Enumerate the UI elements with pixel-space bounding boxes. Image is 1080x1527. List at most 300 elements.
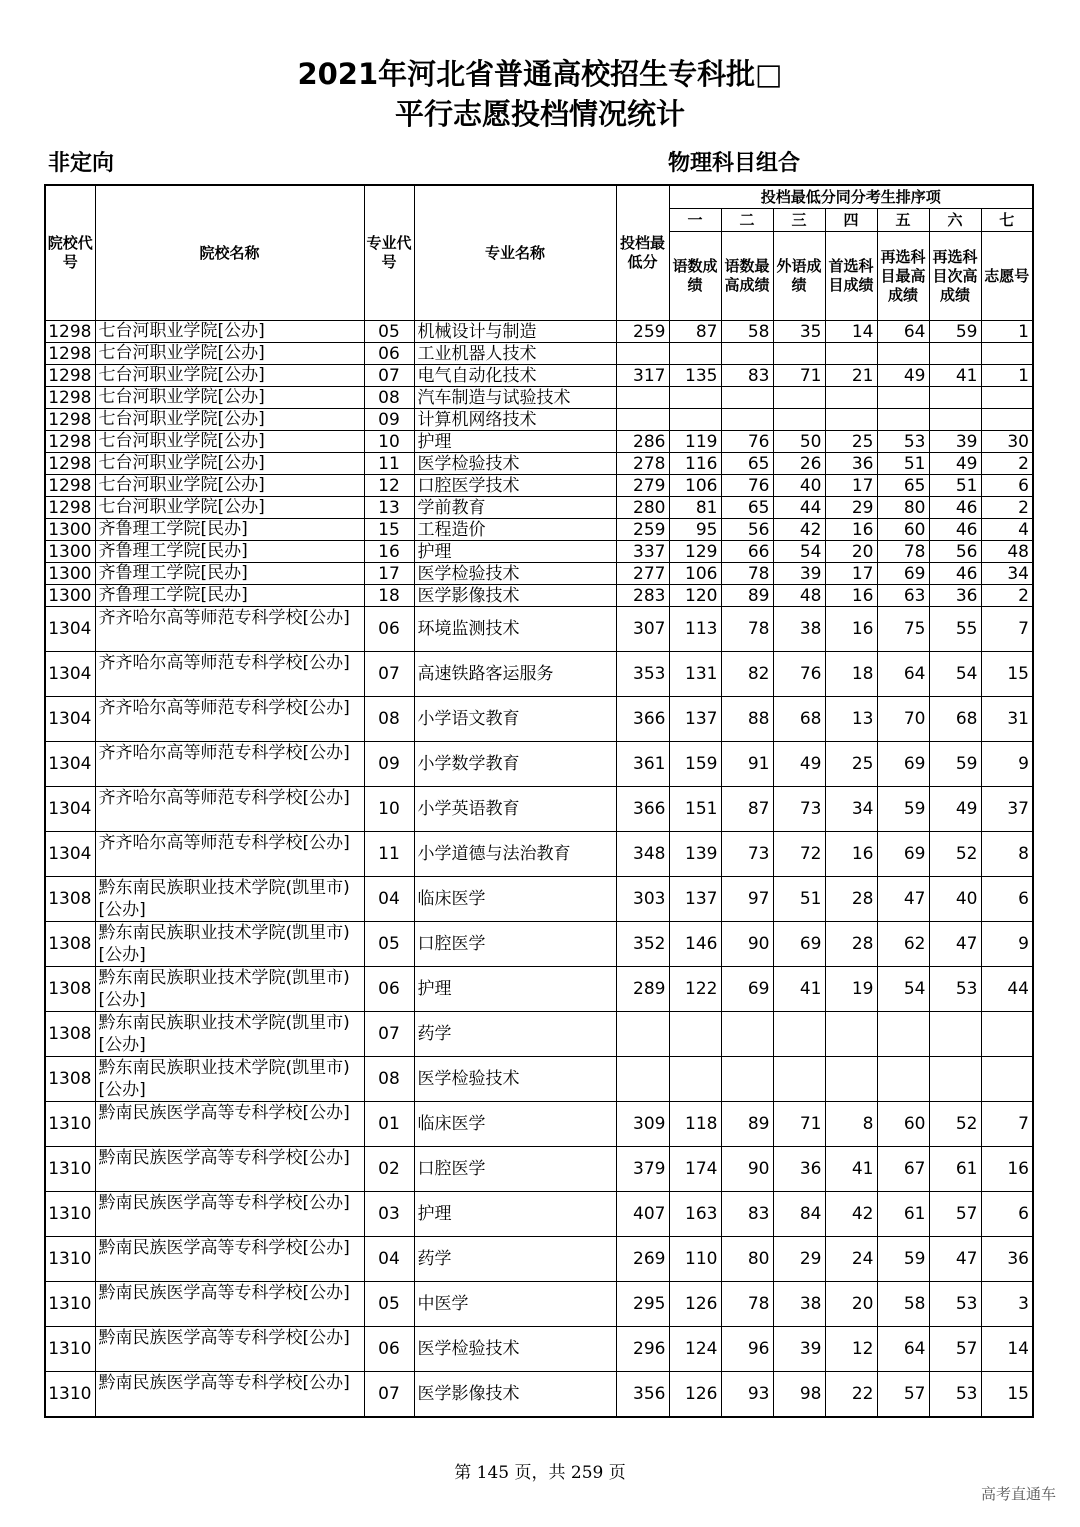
cell-order-7: 3 bbox=[981, 1282, 1033, 1327]
cell-order-3: 38 bbox=[773, 607, 825, 652]
cell-order-7: 7 bbox=[981, 607, 1033, 652]
table-row bbox=[45, 1237, 1033, 1282]
cell-major-name: 医学影像技术 bbox=[414, 585, 616, 607]
table-row bbox=[45, 877, 1033, 922]
cell-order-4: 18 bbox=[825, 652, 877, 697]
table-row bbox=[45, 453, 1033, 475]
cell-order-7: 2 bbox=[981, 585, 1033, 607]
cell-order-5: 67 bbox=[877, 1147, 929, 1192]
header-school-code: 院校代号 bbox=[45, 185, 95, 321]
cell-major-code: 05 bbox=[364, 1282, 414, 1327]
cell-order-6: 41 bbox=[929, 365, 981, 387]
cell-order-6: 57 bbox=[929, 1327, 981, 1372]
page-title-line1: 2021年河北省普通高校招生专科批□ bbox=[297, 57, 783, 91]
cell-school-code: 1300 bbox=[45, 585, 95, 607]
cell-order-5: 61 bbox=[877, 1192, 929, 1237]
cell-min-score: 379 bbox=[616, 1147, 669, 1192]
cell-min-score: 356 bbox=[616, 1372, 669, 1418]
cell-order-7: 16 bbox=[981, 1147, 1033, 1192]
cell-order-6: 56 bbox=[929, 541, 981, 563]
header-item-5: 再选科目最高成绩 bbox=[877, 232, 929, 321]
cell-order-2: 90 bbox=[721, 1147, 773, 1192]
table-row bbox=[45, 541, 1033, 563]
cell-major-code: 08 bbox=[364, 387, 414, 409]
cell-min-score: 289 bbox=[616, 967, 669, 1012]
cell-major-code: 07 bbox=[364, 365, 414, 387]
cell-order-2: 65 bbox=[721, 497, 773, 519]
cell-order-5: 69 bbox=[877, 832, 929, 877]
cell-order-4: 12 bbox=[825, 1327, 877, 1372]
cell-major-code: 01 bbox=[364, 1102, 414, 1147]
cell-order-3: 48 bbox=[773, 585, 825, 607]
table-row bbox=[45, 1012, 1033, 1057]
header-order-1: 一 bbox=[669, 209, 721, 232]
cell-min-score: 361 bbox=[616, 742, 669, 787]
table-row bbox=[45, 563, 1033, 585]
cell-order-3: 38 bbox=[773, 1282, 825, 1327]
cell-order-5: 70 bbox=[877, 697, 929, 742]
cell-min-score: 296 bbox=[616, 1327, 669, 1372]
cell-order-4: 41 bbox=[825, 1147, 877, 1192]
cell-order-6: 47 bbox=[929, 922, 981, 967]
cell-major-code: 12 bbox=[364, 475, 414, 497]
cell-order-4: 8 bbox=[825, 1102, 877, 1147]
header-order-5: 五 bbox=[877, 209, 929, 232]
cell-min-score bbox=[616, 387, 669, 409]
cell-order-6: 53 bbox=[929, 967, 981, 1012]
cell-school-name: 齐齐哈尔高等师范专科学校[公办] bbox=[95, 787, 364, 832]
cell-major-name: 护理 bbox=[414, 1192, 616, 1237]
cell-order-7: 34 bbox=[981, 563, 1033, 585]
cell-order-1: 137 bbox=[669, 877, 721, 922]
cell-order-6: 53 bbox=[929, 1372, 981, 1418]
cell-major-code: 04 bbox=[364, 877, 414, 922]
cell-order-3: 72 bbox=[773, 832, 825, 877]
cell-major-name: 小学数学教育 bbox=[414, 742, 616, 787]
cell-order-1: 106 bbox=[669, 563, 721, 585]
cell-school-code: 1304 bbox=[45, 652, 95, 697]
cell-school-code: 1310 bbox=[45, 1282, 95, 1327]
cell-order-6 bbox=[929, 343, 981, 365]
cell-major-code: 10 bbox=[364, 787, 414, 832]
cell-order-2: 80 bbox=[721, 1237, 773, 1282]
cell-school-name: 齐鲁理工学院[民办] bbox=[95, 519, 364, 541]
table-row bbox=[45, 365, 1033, 387]
cell-order-2: 82 bbox=[721, 652, 773, 697]
cell-order-7: 48 bbox=[981, 541, 1033, 563]
cell-major-name: 医学影像技术 bbox=[414, 1372, 616, 1418]
cell-min-score: 278 bbox=[616, 453, 669, 475]
cell-order-1: 151 bbox=[669, 787, 721, 832]
table-row bbox=[45, 1147, 1033, 1192]
cell-school-name: 齐齐哈尔高等师范专科学校[公办] bbox=[95, 832, 364, 877]
cell-school-name: 黔东南民族职业技术学院(凯里市)[公办] bbox=[95, 1012, 364, 1057]
cell-order-3: 42 bbox=[773, 519, 825, 541]
cell-school-code: 1298 bbox=[45, 321, 95, 343]
cell-major-name: 小学英语教育 bbox=[414, 787, 616, 832]
cell-school-code: 1308 bbox=[45, 967, 95, 1012]
cell-order-5: 69 bbox=[877, 563, 929, 585]
cell-school-code: 1304 bbox=[45, 607, 95, 652]
cell-order-6: 54 bbox=[929, 652, 981, 697]
cell-order-4: 25 bbox=[825, 431, 877, 453]
cell-school-name: 七台河职业学院[公办] bbox=[95, 321, 364, 343]
table-row bbox=[45, 585, 1033, 607]
cell-min-score: 295 bbox=[616, 1282, 669, 1327]
cell-order-4: 13 bbox=[825, 697, 877, 742]
cell-major-code: 09 bbox=[364, 409, 414, 431]
cell-order-7 bbox=[981, 1012, 1033, 1057]
cell-order-3: 40 bbox=[773, 475, 825, 497]
header-item-1: 语数成绩 bbox=[669, 232, 721, 321]
cell-order-2: 88 bbox=[721, 697, 773, 742]
cell-order-4 bbox=[825, 343, 877, 365]
cell-major-code: 18 bbox=[364, 585, 414, 607]
cell-school-code: 1298 bbox=[45, 387, 95, 409]
cell-order-6 bbox=[929, 387, 981, 409]
cell-order-3: 76 bbox=[773, 652, 825, 697]
cell-school-code: 1298 bbox=[45, 365, 95, 387]
cell-order-3: 71 bbox=[773, 1102, 825, 1147]
cell-order-5: 69 bbox=[877, 742, 929, 787]
cell-order-6: 61 bbox=[929, 1147, 981, 1192]
cell-order-5: 60 bbox=[877, 1102, 929, 1147]
cell-major-code: 07 bbox=[364, 652, 414, 697]
cell-order-1: 81 bbox=[669, 497, 721, 519]
cell-major-name: 医学检验技术 bbox=[414, 1057, 616, 1102]
cell-order-1 bbox=[669, 1012, 721, 1057]
cell-major-name: 医学检验技术 bbox=[414, 563, 616, 585]
cell-school-name: 齐齐哈尔高等师范专科学校[公办] bbox=[95, 652, 364, 697]
cell-min-score: 269 bbox=[616, 1237, 669, 1282]
cell-order-7: 1 bbox=[981, 365, 1033, 387]
cell-school-name: 齐鲁理工学院[民办] bbox=[95, 563, 364, 585]
cell-school-code: 1310 bbox=[45, 1372, 95, 1418]
cell-order-5 bbox=[877, 387, 929, 409]
cell-major-name: 机械设计与制造 bbox=[414, 321, 616, 343]
cell-school-name: 七台河职业学院[公办] bbox=[95, 431, 364, 453]
header-major-code: 专业代号 bbox=[364, 185, 414, 321]
cell-order-1: 129 bbox=[669, 541, 721, 563]
cell-order-6: 46 bbox=[929, 497, 981, 519]
cell-order-5: 54 bbox=[877, 967, 929, 1012]
cell-order-4: 19 bbox=[825, 967, 877, 1012]
cell-order-2: 90 bbox=[721, 922, 773, 967]
cell-order-4: 36 bbox=[825, 453, 877, 475]
cell-order-2: 73 bbox=[721, 832, 773, 877]
table-header bbox=[45, 185, 1033, 321]
header-major-name: 专业名称 bbox=[414, 185, 616, 321]
cell-order-7: 37 bbox=[981, 787, 1033, 832]
cell-order-3: 36 bbox=[773, 1147, 825, 1192]
cell-school-code: 1310 bbox=[45, 1327, 95, 1372]
cell-order-1: 135 bbox=[669, 365, 721, 387]
table-row bbox=[45, 607, 1033, 652]
cell-min-score: 277 bbox=[616, 563, 669, 585]
cell-school-code: 1308 bbox=[45, 1012, 95, 1057]
cell-order-7: 6 bbox=[981, 877, 1033, 922]
header-school-name: 院校名称 bbox=[95, 185, 364, 321]
cell-order-2: 83 bbox=[721, 1192, 773, 1237]
cell-order-5: 64 bbox=[877, 1327, 929, 1372]
cell-order-4: 16 bbox=[825, 585, 877, 607]
cell-order-2: 78 bbox=[721, 607, 773, 652]
cell-order-3: 44 bbox=[773, 497, 825, 519]
cell-order-4 bbox=[825, 387, 877, 409]
cell-min-score: 348 bbox=[616, 832, 669, 877]
cell-order-7: 14 bbox=[981, 1327, 1033, 1372]
cell-order-3: 50 bbox=[773, 431, 825, 453]
cell-order-6: 55 bbox=[929, 607, 981, 652]
cell-min-score: 353 bbox=[616, 652, 669, 697]
cell-major-code: 07 bbox=[364, 1372, 414, 1418]
cell-order-7: 1 bbox=[981, 321, 1033, 343]
cell-order-2: 83 bbox=[721, 365, 773, 387]
cell-order-6: 47 bbox=[929, 1237, 981, 1282]
cell-order-7: 6 bbox=[981, 1192, 1033, 1237]
table-row bbox=[45, 832, 1033, 877]
cell-order-6: 59 bbox=[929, 321, 981, 343]
table-row bbox=[45, 652, 1033, 697]
table-row bbox=[45, 519, 1033, 541]
cell-major-code: 06 bbox=[364, 343, 414, 365]
cell-order-6: 57 bbox=[929, 1192, 981, 1237]
cell-major-code: 08 bbox=[364, 697, 414, 742]
cell-order-4: 34 bbox=[825, 787, 877, 832]
cell-order-6 bbox=[929, 409, 981, 431]
cell-order-2: 69 bbox=[721, 967, 773, 1012]
cell-order-2 bbox=[721, 1057, 773, 1102]
cell-order-1 bbox=[669, 409, 721, 431]
table-row bbox=[45, 321, 1033, 343]
cell-major-code: 04 bbox=[364, 1237, 414, 1282]
cell-order-2: 91 bbox=[721, 742, 773, 787]
cell-order-1: 131 bbox=[669, 652, 721, 697]
cell-school-name: 黔南民族医学高等专科学校[公办] bbox=[95, 1282, 364, 1327]
cell-order-7: 2 bbox=[981, 453, 1033, 475]
cell-order-7: 4 bbox=[981, 519, 1033, 541]
cell-school-name: 七台河职业学院[公办] bbox=[95, 453, 364, 475]
cell-school-name: 齐齐哈尔高等师范专科学校[公办] bbox=[95, 607, 364, 652]
admission-table bbox=[44, 184, 1034, 1418]
cell-order-2: 78 bbox=[721, 1282, 773, 1327]
table-row bbox=[45, 1192, 1033, 1237]
cell-school-code: 1310 bbox=[45, 1147, 95, 1192]
cell-min-score: 307 bbox=[616, 607, 669, 652]
cell-school-name: 黔东南民族职业技术学院(凯里市)[公办] bbox=[95, 967, 364, 1012]
cell-school-code: 1310 bbox=[45, 1102, 95, 1147]
cell-order-5 bbox=[877, 343, 929, 365]
cell-major-code: 13 bbox=[364, 497, 414, 519]
cell-min-score: 280 bbox=[616, 497, 669, 519]
cell-order-1: 163 bbox=[669, 1192, 721, 1237]
cell-school-name: 黔南民族医学高等专科学校[公办] bbox=[95, 1147, 364, 1192]
cell-order-2: 96 bbox=[721, 1327, 773, 1372]
cell-school-name: 黔南民族医学高等专科学校[公办] bbox=[95, 1192, 364, 1237]
cell-major-code: 03 bbox=[364, 1192, 414, 1237]
cell-major-name: 中医学 bbox=[414, 1282, 616, 1327]
cell-order-3: 41 bbox=[773, 967, 825, 1012]
cell-order-7: 36 bbox=[981, 1237, 1033, 1282]
cell-order-3: 29 bbox=[773, 1237, 825, 1282]
cell-order-6: 52 bbox=[929, 1102, 981, 1147]
cell-major-code: 17 bbox=[364, 563, 414, 585]
cell-major-name: 药学 bbox=[414, 1237, 616, 1282]
header-order-6: 六 bbox=[929, 209, 981, 232]
cell-school-code: 1310 bbox=[45, 1192, 95, 1237]
cell-order-3: 73 bbox=[773, 787, 825, 832]
cell-order-5 bbox=[877, 1057, 929, 1102]
cell-major-name: 小学语文教育 bbox=[414, 697, 616, 742]
cell-school-code: 1308 bbox=[45, 877, 95, 922]
cell-school-code: 1300 bbox=[45, 519, 95, 541]
cell-school-code: 1298 bbox=[45, 431, 95, 453]
cell-order-2: 76 bbox=[721, 475, 773, 497]
cell-order-5: 49 bbox=[877, 365, 929, 387]
cell-major-code: 06 bbox=[364, 967, 414, 1012]
cell-school-code: 1298 bbox=[45, 497, 95, 519]
cell-major-name: 工业机器人技术 bbox=[414, 343, 616, 365]
table-row bbox=[45, 922, 1033, 967]
cell-order-3: 35 bbox=[773, 321, 825, 343]
cell-order-7: 30 bbox=[981, 431, 1033, 453]
cell-min-score: 366 bbox=[616, 787, 669, 832]
table-row bbox=[45, 497, 1033, 519]
cell-order-5: 53 bbox=[877, 431, 929, 453]
cell-major-name: 药学 bbox=[414, 1012, 616, 1057]
cell-order-3: 68 bbox=[773, 697, 825, 742]
cell-order-4: 20 bbox=[825, 1282, 877, 1327]
cell-order-2: 58 bbox=[721, 321, 773, 343]
header-item-6: 再选科目次高成绩 bbox=[929, 232, 981, 321]
cell-school-code: 1298 bbox=[45, 409, 95, 431]
cell-order-6: 40 bbox=[929, 877, 981, 922]
cell-order-6 bbox=[929, 1012, 981, 1057]
cell-school-name: 齐鲁理工学院[民办] bbox=[95, 585, 364, 607]
cell-major-name: 高速铁路客运服务 bbox=[414, 652, 616, 697]
cell-order-1: 87 bbox=[669, 321, 721, 343]
cell-order-4: 14 bbox=[825, 321, 877, 343]
cell-major-name: 临床医学 bbox=[414, 1102, 616, 1147]
cell-school-code: 1298 bbox=[45, 343, 95, 365]
cell-order-3 bbox=[773, 1012, 825, 1057]
cell-order-5: 59 bbox=[877, 787, 929, 832]
cell-order-6: 51 bbox=[929, 475, 981, 497]
cell-order-4 bbox=[825, 409, 877, 431]
cell-school-code: 1304 bbox=[45, 742, 95, 787]
cell-order-5: 58 bbox=[877, 1282, 929, 1327]
table-row bbox=[45, 787, 1033, 832]
cell-order-7: 2 bbox=[981, 497, 1033, 519]
cell-min-score: 366 bbox=[616, 697, 669, 742]
cell-order-4: 28 bbox=[825, 877, 877, 922]
cell-order-5: 80 bbox=[877, 497, 929, 519]
cell-school-name: 齐齐哈尔高等师范专科学校[公办] bbox=[95, 742, 364, 787]
header-min-score: 投档最低分 bbox=[616, 185, 669, 321]
cell-order-1 bbox=[669, 343, 721, 365]
cell-school-name: 七台河职业学院[公办] bbox=[95, 497, 364, 519]
cell-order-5 bbox=[877, 409, 929, 431]
cell-order-7 bbox=[981, 409, 1033, 431]
cell-school-name: 七台河职业学院[公办] bbox=[95, 409, 364, 431]
table-row bbox=[45, 742, 1033, 787]
cell-order-1: 174 bbox=[669, 1147, 721, 1192]
table-row bbox=[45, 431, 1033, 453]
table-row bbox=[45, 1372, 1033, 1418]
cell-order-7 bbox=[981, 1057, 1033, 1102]
cell-order-2: 89 bbox=[721, 585, 773, 607]
table-row bbox=[45, 1282, 1033, 1327]
cell-major-name: 临床医学 bbox=[414, 877, 616, 922]
cell-order-6: 39 bbox=[929, 431, 981, 453]
cell-school-code: 1298 bbox=[45, 453, 95, 475]
watermark: 高考直通车 bbox=[980, 1485, 1056, 1503]
cell-order-1: 146 bbox=[669, 922, 721, 967]
cell-order-3: 39 bbox=[773, 1327, 825, 1372]
cell-order-6: 68 bbox=[929, 697, 981, 742]
cell-order-3 bbox=[773, 387, 825, 409]
cell-major-code: 10 bbox=[364, 431, 414, 453]
cell-min-score bbox=[616, 409, 669, 431]
cell-order-2: 56 bbox=[721, 519, 773, 541]
table-row bbox=[45, 409, 1033, 431]
cell-min-score: 259 bbox=[616, 321, 669, 343]
header-item-7: 志愿号 bbox=[981, 232, 1033, 321]
cell-min-score: 317 bbox=[616, 365, 669, 387]
cell-major-name: 护理 bbox=[414, 967, 616, 1012]
cell-major-name: 医学检验技术 bbox=[414, 1327, 616, 1372]
cell-order-6: 52 bbox=[929, 832, 981, 877]
cell-order-5: 59 bbox=[877, 1237, 929, 1282]
cell-order-4: 16 bbox=[825, 607, 877, 652]
cell-major-code: 11 bbox=[364, 832, 414, 877]
cell-order-6: 59 bbox=[929, 742, 981, 787]
cell-major-code: 16 bbox=[364, 541, 414, 563]
header-tiebreak-group: 投档最低分同分考生排序项 bbox=[669, 185, 1033, 209]
cell-order-4: 24 bbox=[825, 1237, 877, 1282]
cell-order-1: 110 bbox=[669, 1237, 721, 1282]
cell-order-3: 71 bbox=[773, 365, 825, 387]
cell-school-name: 七台河职业学院[公办] bbox=[95, 475, 364, 497]
cell-order-3: 26 bbox=[773, 453, 825, 475]
cell-order-5: 62 bbox=[877, 922, 929, 967]
cell-school-name: 七台河职业学院[公办] bbox=[95, 387, 364, 409]
cell-major-name: 口腔医学技术 bbox=[414, 475, 616, 497]
cell-school-name: 齐齐哈尔高等师范专科学校[公办] bbox=[95, 697, 364, 742]
cell-order-3 bbox=[773, 409, 825, 431]
cell-major-code: 07 bbox=[364, 1012, 414, 1057]
cell-order-6: 53 bbox=[929, 1282, 981, 1327]
cell-min-score: 283 bbox=[616, 585, 669, 607]
header-order-4: 四 bbox=[825, 209, 877, 232]
category-label: 非定向 bbox=[48, 151, 115, 176]
table-row bbox=[45, 1057, 1033, 1102]
cell-order-4: 29 bbox=[825, 497, 877, 519]
cell-major-code: 06 bbox=[364, 1327, 414, 1372]
cell-order-5: 64 bbox=[877, 321, 929, 343]
page-title-line2: 平行志愿投档情况统计 bbox=[394, 97, 685, 131]
cell-min-score bbox=[616, 1057, 669, 1102]
cell-school-code: 1300 bbox=[45, 563, 95, 585]
cell-order-1: 124 bbox=[669, 1327, 721, 1372]
header-order-2: 二 bbox=[721, 209, 773, 232]
cell-min-score: 309 bbox=[616, 1102, 669, 1147]
header-order-7: 七 bbox=[981, 209, 1033, 232]
header-item-2: 语数最高成绩 bbox=[721, 232, 773, 321]
cell-major-code: 05 bbox=[364, 922, 414, 967]
cell-school-name: 黔南民族医学高等专科学校[公办] bbox=[95, 1102, 364, 1147]
cell-min-score: 407 bbox=[616, 1192, 669, 1237]
